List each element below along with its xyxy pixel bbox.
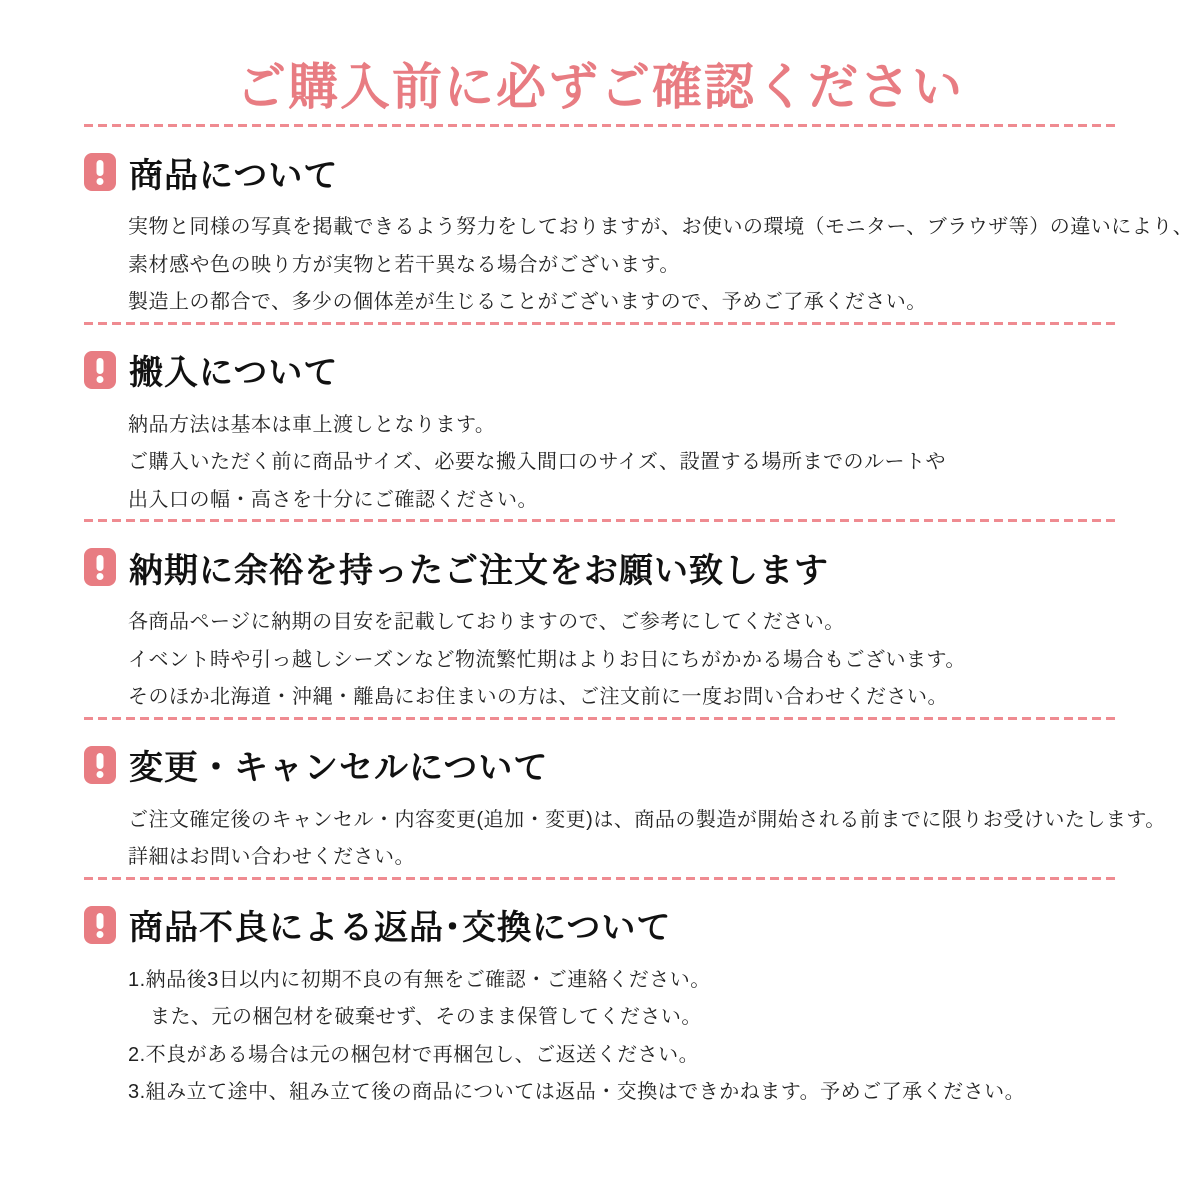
dashed-divider bbox=[84, 519, 1116, 522]
section-heading: 納期に余裕を持ったご注文をお願い致します bbox=[129, 551, 829, 590]
section-heading: 変更・キャンセルについて bbox=[129, 749, 549, 787]
section-header bbox=[84, 351, 1116, 392]
exclamation-icon bbox=[84, 906, 116, 944]
section-body bbox=[84, 407, 1116, 520]
section-change-cancel bbox=[84, 717, 1166, 877]
section-body bbox=[84, 604, 1116, 717]
page-title: ご購入前に必ずご確認ください bbox=[236, 59, 964, 115]
section-lead-time bbox=[84, 519, 1116, 717]
dashed-divider bbox=[84, 717, 1116, 720]
section-header bbox=[84, 746, 1116, 787]
dashed-divider bbox=[84, 124, 1116, 127]
body-line: 3.組み立て途中、組み立て後の商品については返品・交換はできかねます。予めご了承ください。 bbox=[128, 1081, 1026, 1103]
body-line: また、元の梱包材を破棄せず、そのまま保管してください。 bbox=[150, 1006, 702, 1028]
exclamation-icon bbox=[84, 351, 116, 389]
dashed-divider bbox=[84, 322, 1116, 325]
section-heading: 商品不良による返品･交換について bbox=[129, 909, 672, 947]
body-line: 詳細はお問い合わせください。 bbox=[128, 846, 415, 868]
section-header bbox=[84, 548, 1116, 590]
body-line: 出入口の幅・高さを十分にご確認ください。 bbox=[128, 488, 538, 511]
body-line: ご購入いただく前に商品サイズ、必要な搬入間口のサイズ、設置する場所までのルートや bbox=[128, 451, 946, 473]
section-header bbox=[84, 906, 1116, 947]
body-line: 各商品ページに納期の目安を記載しておりますので、ご参考にしてください。 bbox=[128, 611, 845, 633]
exclamation-bar bbox=[97, 160, 104, 176]
exclamation-dot bbox=[97, 771, 104, 778]
exclamation-dot bbox=[97, 376, 104, 383]
section-header bbox=[84, 153, 1116, 195]
exclamation-icon bbox=[84, 746, 116, 784]
exclamation-bar bbox=[97, 913, 104, 929]
section-heading: 商品について bbox=[129, 156, 339, 195]
section-product-info bbox=[84, 124, 1194, 322]
body-line: 1.納品後3日以内に初期不良の有無をご確認・ご連絡ください。 bbox=[128, 968, 711, 991]
section-body bbox=[84, 802, 1166, 877]
body-line: ご注文確定後のキャンセル・内容変更(追加・変更)は、商品の製造が開始される前までに限りお受けいたします。 bbox=[128, 808, 1166, 831]
body-line: 2.不良がある場合は元の梱包材で再梱包し、ご返送ください。 bbox=[128, 1043, 700, 1066]
exclamation-bar bbox=[97, 358, 104, 374]
section-delivery bbox=[84, 322, 1116, 520]
body-line: イベント時や引っ越しシーズンなど物流繁忙期はよりお日にちがかかる場合もございます。 bbox=[128, 648, 966, 671]
section-body bbox=[84, 962, 1116, 1112]
body-line: 実物と同様の写真を掲載できるよう努力をしておりますが、お使いの環境（モニター、ブラウザ等）の違いにより、 bbox=[128, 216, 1194, 238]
exclamation-dot bbox=[97, 931, 104, 938]
section-return-exchange bbox=[84, 877, 1116, 1112]
exclamation-bar bbox=[97, 555, 104, 571]
section-body bbox=[84, 209, 1194, 322]
exclamation-bar bbox=[97, 753, 104, 769]
section-heading: 搬入について bbox=[129, 354, 339, 392]
body-line: そのほか北海道・沖縄・離島にお住まいの方は、ご注文前に一度お問い合わせください。 bbox=[128, 686, 948, 708]
body-line: 納品方法は基本は車上渡しとなります。 bbox=[128, 413, 496, 436]
exclamation-icon bbox=[84, 153, 116, 191]
exclamation-dot bbox=[97, 178, 104, 185]
body-line: 製造上の都合で、多少の個体差が生じることがございますので、予めご了承ください。 bbox=[128, 291, 927, 313]
exclamation-dot bbox=[97, 573, 104, 580]
exclamation-icon bbox=[84, 548, 116, 586]
dashed-divider bbox=[84, 877, 1116, 880]
body-line: 素材感や色の映り方が実物と若干異なる場合がございます。 bbox=[128, 253, 680, 276]
